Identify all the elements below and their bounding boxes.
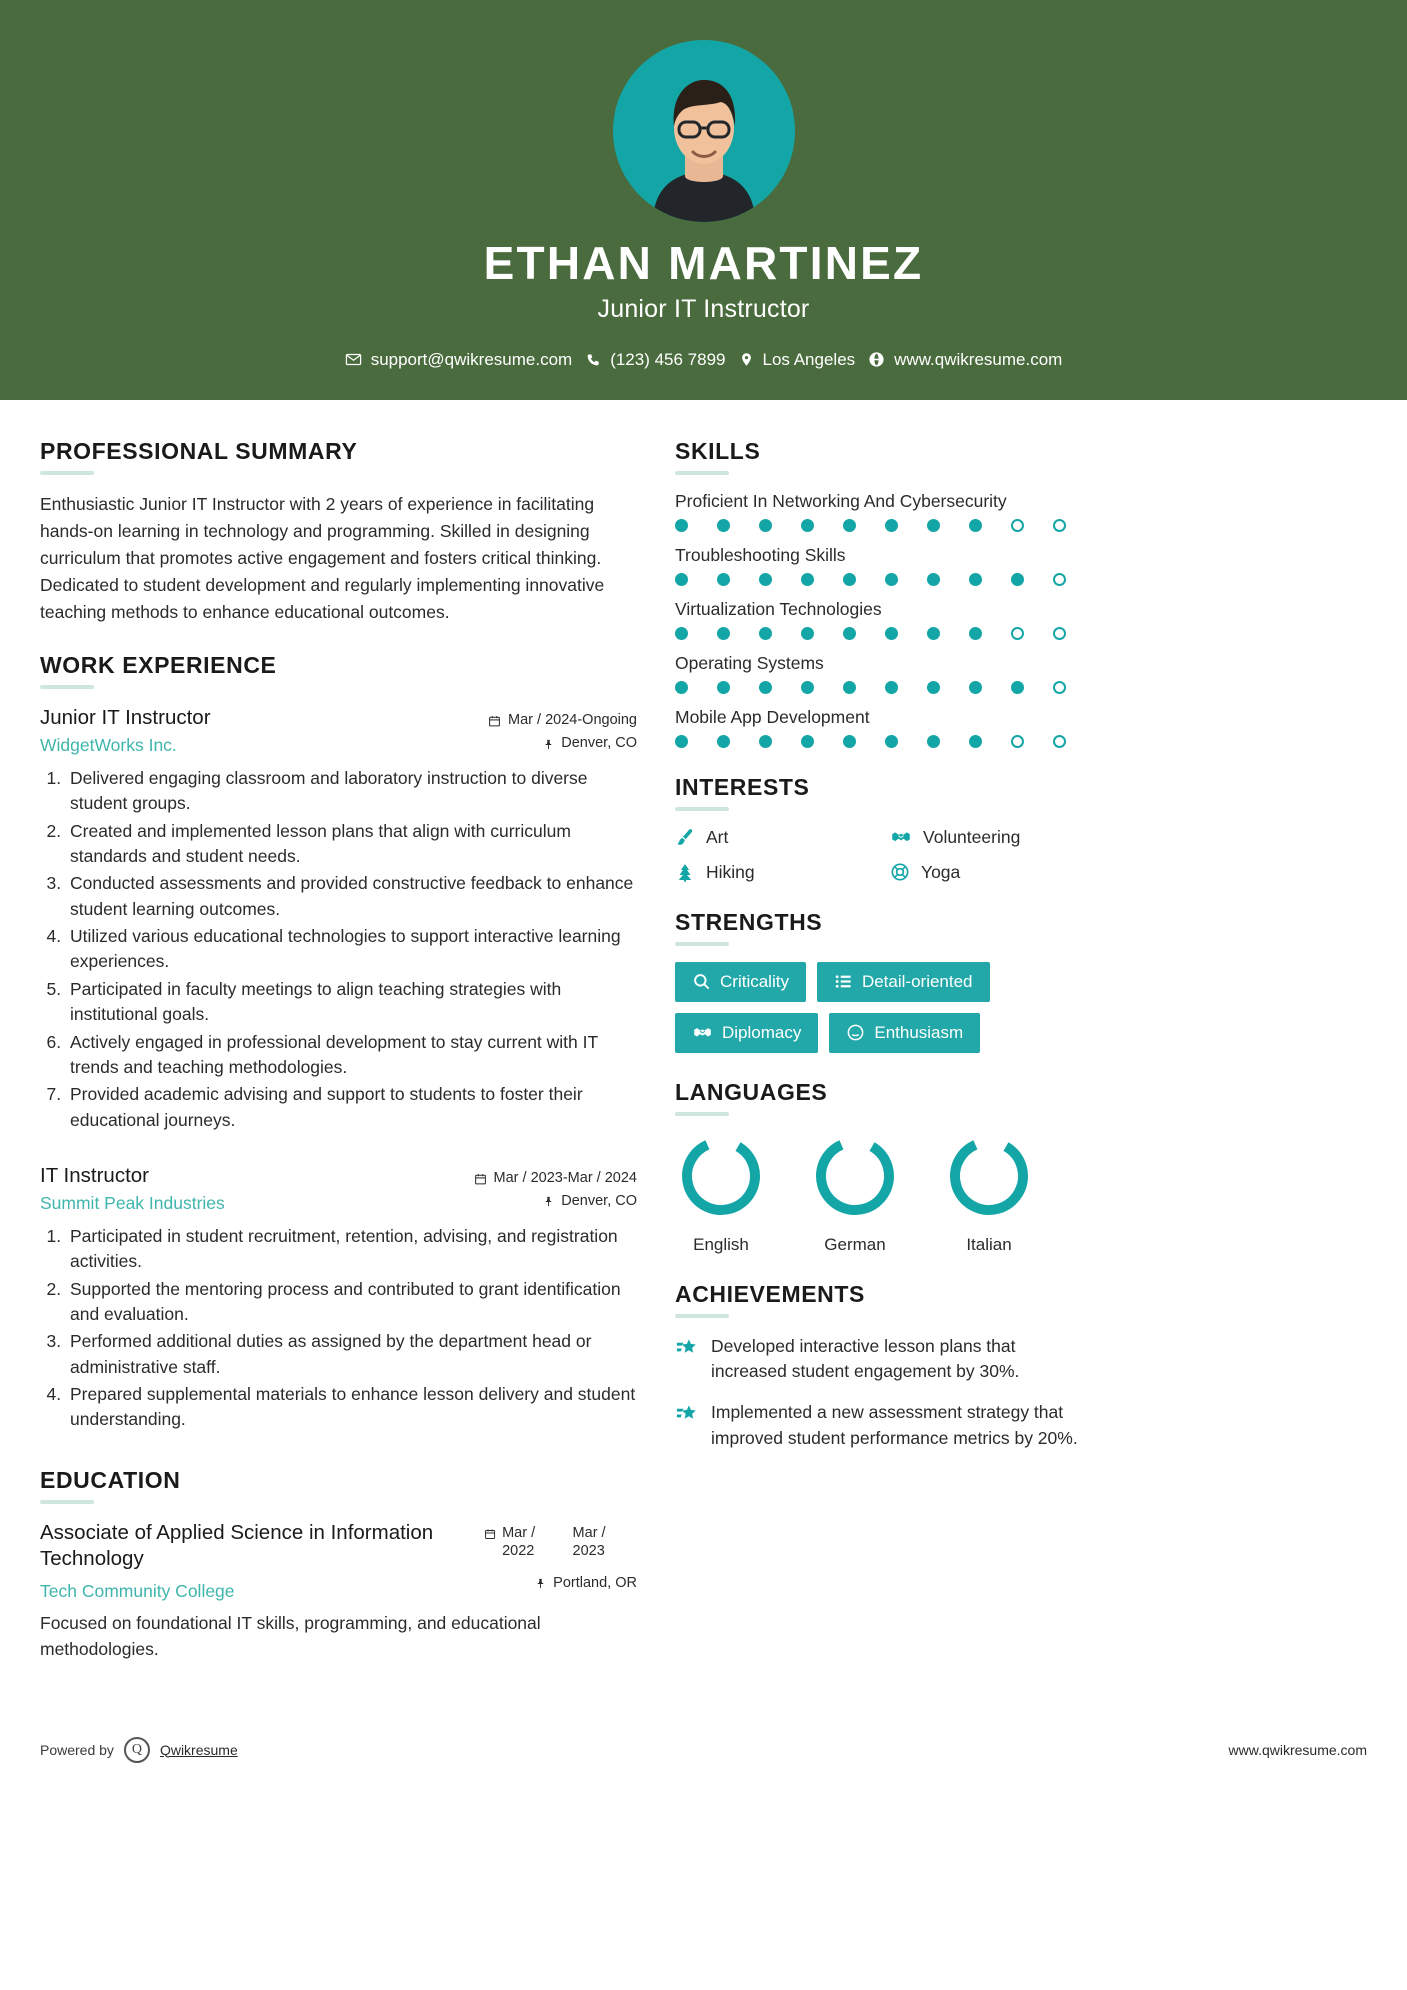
skill-dot-cell — [717, 573, 759, 586]
interest-label: Hiking — [706, 861, 755, 882]
skill-dot-empty — [1011, 735, 1024, 748]
skill-item — [675, 653, 1095, 694]
skill-dot-cell — [801, 627, 843, 640]
skill-dot-cell — [1053, 519, 1095, 532]
skill-dot-filled — [801, 519, 814, 532]
skill-dot-empty — [1011, 519, 1024, 532]
skill-dot-filled — [927, 627, 940, 640]
work-bullet: 4. Utilized various educational technologies to support interactive learning experiences. — [66, 924, 637, 975]
skill-dot-filled — [801, 735, 814, 748]
work-bullet: 1. Delivered engaging classroom and laboratory instruction to diverse student groups. — [66, 766, 637, 817]
work-dates: Mar / 2024-Ongoing — [508, 712, 637, 729]
strength-chip-criticality[interactable] — [675, 962, 806, 1002]
skill-dot-cell — [1011, 573, 1053, 586]
work-bullet: 3. Performed additional duties as assigned by the department head or administrative staff. — [66, 1329, 637, 1380]
skill-dot-cell — [969, 627, 1011, 640]
work-bullet: 4. Prepared supplemental materials to enhance lesson delivery and student understanding. — [66, 1382, 637, 1433]
skill-dot-filled — [759, 681, 772, 694]
map-pin-icon — [535, 1577, 546, 1590]
skill-dot-filled — [969, 681, 982, 694]
contact-phone-text: (123) 456 7899 — [610, 349, 726, 369]
work-bullet: 2. Created and implemented lesson plans that align with curriculum standards and student needs. — [66, 819, 637, 870]
summary-heading: PROFESSIONAL SUMMARY — [40, 437, 358, 464]
job-title: Junior IT Instructor — [597, 294, 810, 323]
interest-label: Art — [706, 826, 729, 847]
skill-dot-filled — [801, 573, 814, 586]
section-divider — [675, 942, 729, 946]
skill-dot-filled — [927, 681, 940, 694]
lifebuoy-icon — [890, 862, 910, 882]
language-item — [809, 1132, 901, 1255]
work-bullets — [40, 766, 637, 1133]
language-label: English — [693, 1234, 749, 1254]
work-bullet: 5. Participated in faculty meetings to align teaching strategies with institutional goals. — [66, 977, 637, 1028]
education-school[interactable]: Tech Community College — [40, 1581, 235, 1602]
skill-item — [675, 491, 1095, 532]
skill-dot-filled — [759, 519, 772, 532]
skill-dot-filled — [885, 735, 898, 748]
section-interests — [675, 774, 1095, 883]
skill-dot-empty — [1011, 627, 1024, 640]
education-dates-line — [484, 1524, 637, 1560]
skill-dot-filled — [717, 735, 730, 748]
work-meta — [488, 705, 637, 755]
contact-location-text: Los Angeles — [762, 349, 856, 369]
interest-label: Yoga — [921, 861, 961, 882]
map-pin-icon — [739, 351, 754, 368]
work-dates: Mar / 2023-Mar / 2024 — [493, 1170, 637, 1187]
skill-dot-filled — [969, 627, 982, 640]
skill-dot-cell — [801, 735, 843, 748]
work-bullet: 1. Participated in student recruitment, retention, advising, and registration activities. — [66, 1224, 637, 1275]
skill-dot-filled — [885, 681, 898, 694]
skill-rating — [675, 681, 1095, 694]
brand-link[interactable]: Qwikresume — [159, 1741, 238, 1758]
skill-dot-filled — [675, 627, 688, 640]
interest-label: Volunteering — [923, 826, 1021, 847]
skill-dot-cell — [1053, 681, 1095, 694]
work-role: Junior IT Instructor — [40, 706, 211, 730]
resume-body — [0, 400, 1407, 1689]
skill-dot-cell — [885, 735, 927, 748]
skill-dot-cell — [885, 519, 927, 532]
section-divider — [40, 1500, 94, 1504]
skill-label: Mobile App Development — [675, 706, 870, 727]
skill-dot-filled — [885, 627, 898, 640]
strength-label: Criticality — [720, 971, 789, 991]
strengths-heading: STRENGTHS — [675, 908, 823, 935]
work-bullets — [40, 1224, 637, 1433]
section-divider — [675, 471, 729, 475]
skill-dot-cell — [675, 627, 717, 640]
section-work-experience — [40, 652, 637, 1433]
skill-dot-cell — [927, 519, 969, 532]
work-meta — [474, 1163, 637, 1213]
powered-by-label: Powered by — [40, 1741, 114, 1758]
skill-dot-filled — [1011, 573, 1024, 586]
achievement-text: Implemented a new assessment strategy that improved student performance metrics by 20%. — [711, 1402, 1078, 1448]
skill-dot-filled — [759, 573, 772, 586]
work-dates-line — [488, 709, 637, 732]
skill-dot-filled — [927, 735, 940, 748]
skill-dot-filled — [717, 681, 730, 694]
work-bullet: 3. Conducted assessments and provided constructive feedback to enhance student learning outcomes. — [66, 871, 637, 922]
skill-dot-cell — [801, 681, 843, 694]
interests-heading: INTERESTS — [675, 773, 810, 800]
skill-dot-cell — [969, 681, 1011, 694]
section-strengths — [675, 909, 1095, 1053]
language-label: German — [824, 1234, 886, 1254]
resume-header — [0, 0, 1407, 400]
work-heading: WORK EXPERIENCE — [40, 652, 277, 679]
work-bullet: 7. Provided academic advising and support to students to foster their educational journeys. — [66, 1082, 637, 1133]
skill-dot-filled — [969, 519, 982, 532]
skill-dot-cell — [675, 573, 717, 586]
skill-dot-filled — [843, 519, 856, 532]
skill-dot-cell — [843, 681, 885, 694]
skill-dot-filled — [843, 627, 856, 640]
work-organization[interactable]: WidgetWorks Inc. — [40, 734, 177, 755]
skill-label: Virtualization Technologies — [675, 598, 882, 619]
language-label: Italian — [966, 1234, 1012, 1254]
skill-dot-cell — [717, 735, 759, 748]
skill-dot-filled — [717, 519, 730, 532]
skill-dot-empty — [1053, 681, 1066, 694]
contact-phone[interactable] — [585, 350, 725, 370]
section-achievements — [675, 1281, 1095, 1452]
languages-heading: LANGUAGES — [675, 1078, 828, 1105]
section-languages — [675, 1079, 1095, 1255]
calendar-icon — [484, 1527, 496, 1541]
envelope-icon — [345, 351, 362, 368]
skill-dot-cell — [927, 627, 969, 640]
skill-rating — [675, 735, 1095, 748]
skill-dot-filled — [801, 681, 814, 694]
contact-website-text: www.qwikresume.com — [894, 349, 1063, 369]
skill-dot-cell — [1053, 573, 1095, 586]
section-skills — [675, 438, 1095, 748]
skill-dot-empty — [1053, 573, 1066, 586]
contact-email[interactable] — [345, 350, 573, 370]
skill-rating — [675, 573, 1095, 586]
skills-list — [675, 491, 1095, 748]
skill-dot-cell — [759, 627, 801, 640]
strength-label: Detail-oriented — [861, 971, 973, 991]
powered-by — [40, 1737, 238, 1763]
skill-item — [675, 545, 1095, 586]
skill-dot-cell — [759, 573, 801, 586]
contact-row — [0, 350, 1407, 370]
strength-label: Diplomacy — [722, 1022, 802, 1042]
skill-dot-filled — [843, 681, 856, 694]
skill-dot-filled — [885, 519, 898, 532]
skill-dot-cell — [843, 627, 885, 640]
skill-dot-cell — [759, 519, 801, 532]
skill-dot-cell — [969, 573, 1011, 586]
work-role: IT Instructor — [40, 1164, 149, 1188]
tree-icon — [675, 862, 695, 883]
section-divider — [675, 1314, 729, 1318]
skill-label: Proficient In Networking And Cybersecurity — [675, 490, 1007, 511]
smiley-icon — [846, 1023, 865, 1042]
work-entry — [40, 1163, 637, 1433]
skill-dot-cell — [675, 519, 717, 532]
skill-dot-filled — [759, 627, 772, 640]
star-badge-icon — [675, 1403, 698, 1426]
skill-dot-empty — [1053, 627, 1066, 640]
skill-dot-cell — [801, 519, 843, 532]
skill-dot-filled — [675, 681, 688, 694]
globe-icon — [868, 351, 885, 368]
languages-list — [675, 1132, 1095, 1255]
interest-item — [675, 862, 880, 883]
skill-dot-filled — [885, 573, 898, 586]
footer-url[interactable]: www.qwikresume.com — [1228, 1741, 1367, 1758]
skill-dot-empty — [1053, 735, 1066, 748]
achievement-text: Developed interactive lesson plans that increased student engagement by 30%. — [711, 1335, 1020, 1381]
skill-dot-cell — [969, 519, 1011, 532]
skill-dot-filled — [717, 627, 730, 640]
skill-dot-filled — [1011, 681, 1024, 694]
education-description: Focused on foundational IT skills, programming, and educational methodologies. — [40, 1613, 541, 1660]
summary-text: Enthusiastic Junior IT Instructor with 2 years of experience in facilitating hands-on learning in technology and programming. Skilled in designing curriculum that promotes active engagement and fosters critical thinking. Dedicated to student development and regularly implementing innovative teaching methods to enhance educational outcomes. — [40, 493, 605, 623]
interest-item — [890, 827, 1095, 848]
education-location: Portland, OR — [553, 1575, 637, 1591]
skill-dot-cell — [1053, 735, 1095, 748]
education-heading: EDUCATION — [40, 1466, 181, 1493]
strength-chip-diplomacy[interactable] — [675, 1013, 818, 1053]
map-pin-icon — [543, 738, 554, 751]
section-divider — [675, 807, 729, 811]
strengths-list — [675, 962, 1095, 1053]
work-location: Denver, CO — [561, 1193, 637, 1210]
map-pin-icon — [543, 1195, 554, 1208]
skill-dot-cell — [717, 627, 759, 640]
interest-item — [890, 862, 1095, 883]
achievement-item — [675, 1334, 1095, 1385]
language-progress-ring — [945, 1132, 1033, 1220]
strength-chip-enthusiasm[interactable] — [829, 1013, 980, 1053]
skill-dot-filled — [927, 573, 940, 586]
education-date-start: Mar / 2022 — [502, 1524, 536, 1559]
skill-dot-filled — [969, 735, 982, 748]
education-entry — [40, 1520, 637, 1663]
skill-dot-cell — [1011, 681, 1053, 694]
interest-item — [675, 827, 880, 848]
section-professional-summary — [40, 438, 637, 627]
skill-label: Operating Systems — [675, 652, 824, 673]
skill-dot-filled — [927, 519, 940, 532]
star-badge-icon — [675, 1337, 698, 1360]
right-column — [675, 438, 1095, 1478]
left-column — [40, 438, 637, 1689]
language-progress-ring — [677, 1132, 765, 1220]
skill-rating — [675, 519, 1095, 532]
skill-dot-cell — [927, 735, 969, 748]
skill-dot-cell — [717, 681, 759, 694]
work-entry — [40, 705, 637, 1133]
contact-website[interactable] — [868, 350, 1062, 370]
skill-dot-cell — [885, 573, 927, 586]
skill-dot-filled — [759, 735, 772, 748]
language-item — [943, 1132, 1035, 1255]
paintbrush-icon — [675, 827, 695, 847]
skill-dot-cell — [843, 735, 885, 748]
page-title: ETHAN MARTINEZ — [483, 237, 924, 289]
avatar — [613, 40, 795, 222]
skills-heading: SKILLS — [675, 437, 761, 464]
skill-dot-filled — [675, 735, 688, 748]
strength-chip-detail-oriented[interactable] — [817, 962, 990, 1002]
skill-dot-filled — [675, 519, 688, 532]
skill-dot-cell — [1011, 735, 1053, 748]
skill-dot-empty — [1053, 519, 1066, 532]
skill-dot-cell — [969, 735, 1011, 748]
education-location-line — [484, 1572, 637, 1595]
skill-dot-cell — [927, 573, 969, 586]
skill-item — [675, 599, 1095, 640]
skill-dot-cell — [1011, 627, 1053, 640]
qwikresume-logo-icon: Q — [124, 1737, 150, 1763]
education-date-end: Mar / 2023 — [572, 1524, 606, 1559]
skill-item — [675, 707, 1095, 748]
skill-rating — [675, 627, 1095, 640]
skill-dot-cell — [843, 573, 885, 586]
language-progress-ring — [811, 1132, 899, 1220]
skill-dot-cell — [885, 681, 927, 694]
section-education — [40, 1467, 637, 1663]
contact-location[interactable] — [739, 350, 856, 370]
work-dates-line — [474, 1167, 637, 1190]
language-item — [675, 1132, 767, 1255]
education-degree: Associate of Applied Science in Information Technology — [40, 1520, 434, 1571]
handshake-icon — [890, 827, 912, 847]
calendar-icon — [474, 1172, 487, 1186]
work-bullet: 2. Supported the mentoring process and contributed to grant identification and evaluation. — [66, 1277, 637, 1328]
skill-dot-filled — [969, 573, 982, 586]
work-bullet: 6. Actively engaged in professional development to stay current with IT trends and teaching methodologies. — [66, 1030, 637, 1081]
search-icon — [692, 972, 711, 991]
handshake-icon — [692, 1023, 713, 1042]
list-icon — [834, 972, 853, 991]
skill-dot-cell — [1053, 627, 1095, 640]
section-divider — [675, 1112, 729, 1116]
phone-icon — [585, 352, 601, 368]
skill-dot-cell — [885, 627, 927, 640]
skill-dot-filled — [843, 735, 856, 748]
skill-dot-filled — [717, 573, 730, 586]
interests-grid — [675, 827, 1095, 883]
education-meta — [484, 1520, 637, 1595]
section-divider — [40, 685, 94, 689]
skill-dot-cell — [801, 573, 843, 586]
strength-label: Enthusiasm — [874, 1022, 964, 1042]
work-location-line — [488, 732, 637, 755]
skill-dot-cell — [843, 519, 885, 532]
resume-footer — [0, 1719, 1407, 1785]
skill-dot-cell — [717, 519, 759, 532]
achievements-heading: ACHIEVEMENTS — [675, 1280, 865, 1307]
achievement-item — [675, 1400, 1095, 1451]
avatar-photo-icon — [613, 40, 795, 222]
section-divider — [40, 471, 94, 475]
skill-dot-cell — [759, 681, 801, 694]
work-location: Denver, CO — [561, 735, 637, 752]
contact-email-text: support@qwikresume.com — [370, 349, 573, 369]
calendar-icon — [488, 714, 501, 728]
skill-dot-filled — [801, 627, 814, 640]
skill-dot-cell — [1011, 519, 1053, 532]
skill-dot-filled — [675, 573, 688, 586]
skill-dot-cell — [927, 681, 969, 694]
skill-dot-cell — [675, 735, 717, 748]
skill-dot-filled — [843, 573, 856, 586]
skill-label: Troubleshooting Skills — [675, 544, 846, 565]
work-location-line — [474, 1190, 637, 1213]
skill-dot-cell — [675, 681, 717, 694]
work-organization[interactable]: Summit Peak Industries — [40, 1192, 225, 1213]
skill-dot-cell — [759, 735, 801, 748]
